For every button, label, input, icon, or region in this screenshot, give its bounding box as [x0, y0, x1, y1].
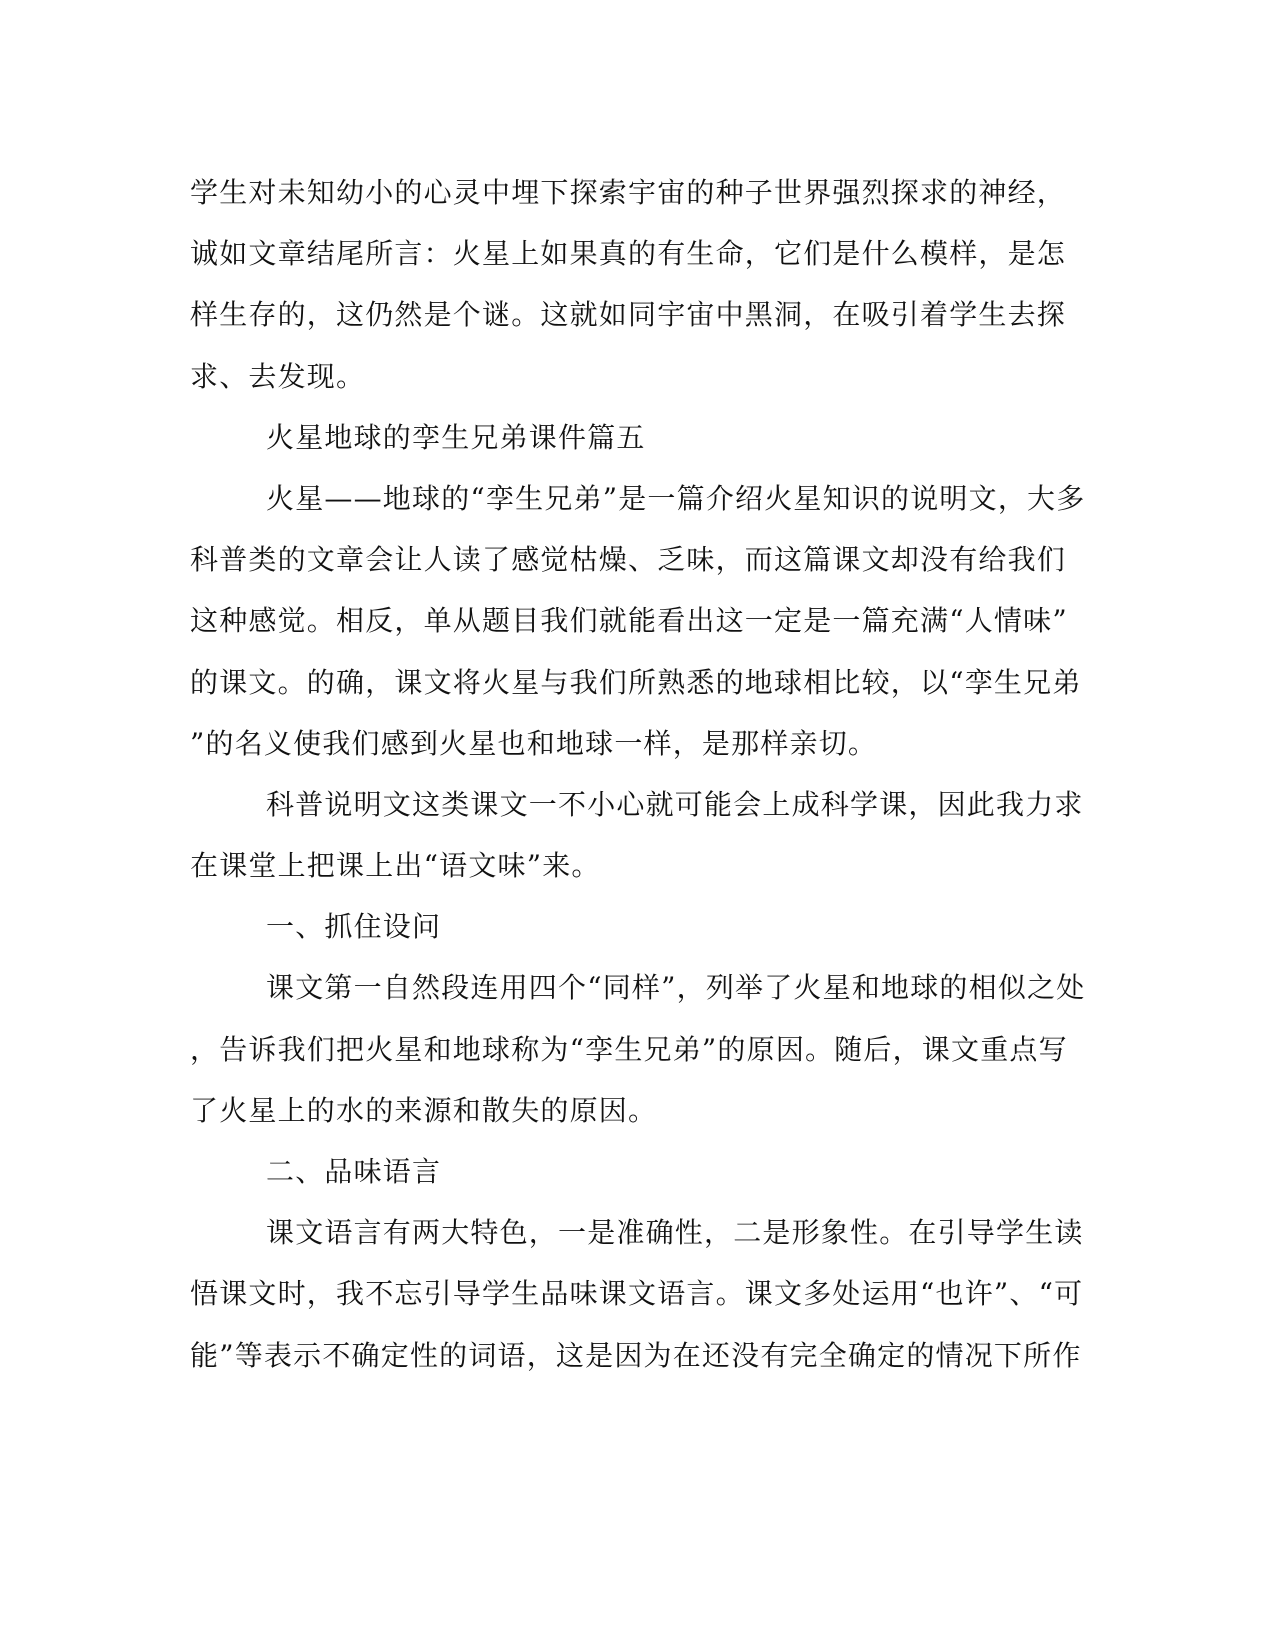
text-line: 科普类的文章会让人读了感觉枯燥、乏味，而这篇课文却没有给我们: [190, 543, 1067, 577]
text-line: 火星——地球的“孪生兄弟”是一篇介绍火星知识的说明文，大多: [266, 481, 1086, 515]
text-line: 悟课文时，我不忘引导学生品味课文语言。课文多处运用“也许”、“可: [190, 1277, 1084, 1311]
subheading: 一、抓住设问: [266, 910, 442, 944]
text-line: ，告诉我们把火星和地球称为“孪生兄弟”的原因。随后，课文重点写: [190, 1032, 1068, 1066]
document-body: [190, 162, 1110, 1386]
text-line: 课文第一自然段连用四个“同样”，列举了火星和地球的相似之处: [266, 971, 1086, 1005]
text-line: 学生对未知幼小的心灵中埋下探索宇宙的种子世界强烈探求的神经，: [190, 176, 1067, 209]
text-line: 能”等表示不确定性的词语，这是因为在还没有完全确定的情况下所作: [190, 1338, 1082, 1372]
text-line: 诚如文章结尾所言：火星上如果真的有生命，它们是什么模样，是怎: [190, 237, 1067, 271]
text-line: 科普说明文这类课文一不小心就可能会上成科学课，因此我力求: [266, 787, 1084, 821]
text-line: ”的名义使我们感到火星也和地球一样，是那样亲切。: [190, 726, 878, 760]
text-line: 样生存的，这仍然是个谜。这就如同宇宙中黑洞，在吸引着学生去探: [190, 298, 1067, 332]
text-line: 在课堂上把课上出“语文味”来。: [190, 849, 601, 883]
text-line: 的课文。的确，课文将火星与我们所熟悉的地球相比较，以“孪生兄弟: [190, 665, 1082, 699]
text-line: 课文语言有两大特色，一是准确性，二是形象性。在引导学生读: [266, 1216, 1084, 1250]
text-line: 这种感觉。相反，单从题目我们就能看出这一定是一篇充满“人情味”: [190, 604, 1068, 638]
text-line: 了火星上的水的来源和散失的原因。: [190, 1093, 658, 1127]
text-line: 求、去发现。: [190, 359, 366, 393]
subheading: 二、品味语言: [266, 1155, 442, 1188]
section-heading: 火星地球的孪生兄弟课件篇五: [266, 420, 646, 454]
